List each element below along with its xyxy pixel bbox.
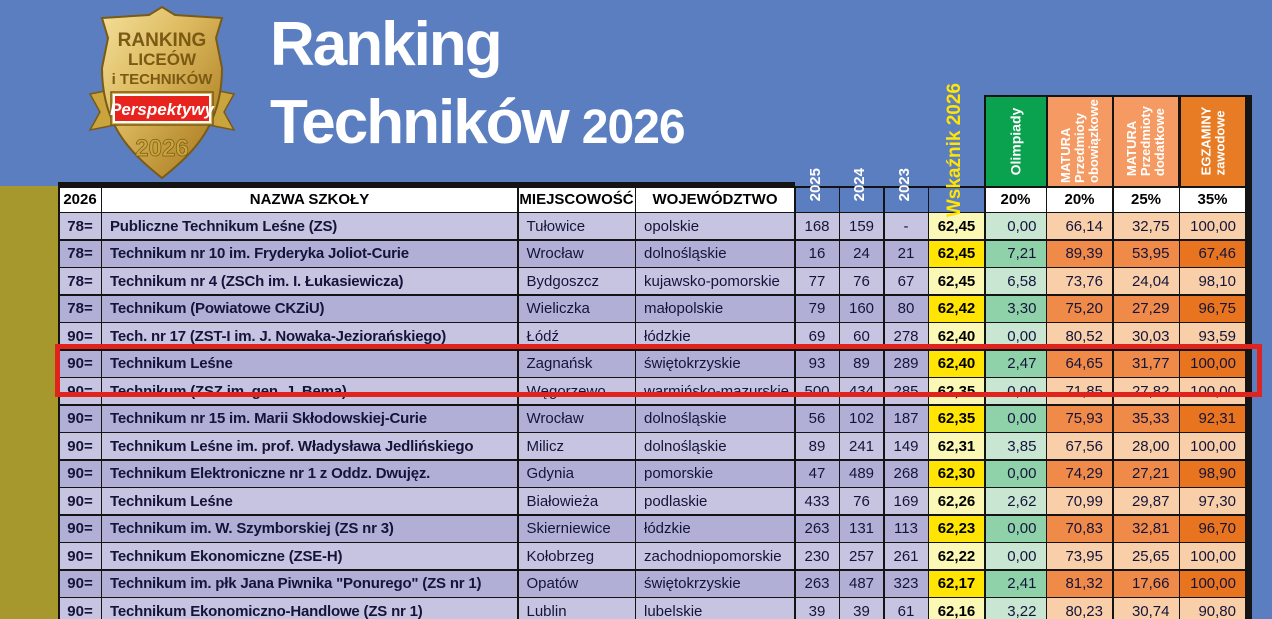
year-column-label-2024: 2024 — [851, 168, 868, 202]
school-name-cell: Technikum Leśne — [102, 351, 517, 377]
vocational-exams-cell: 90,80 — [1180, 598, 1245, 619]
vocational-exams-cell: 96,75 — [1180, 296, 1245, 322]
rank-2025-cell: 433 — [796, 488, 839, 514]
olympiads-cell: 3,30 — [986, 296, 1046, 322]
vocational-exams-cell: 100,00 — [1180, 433, 1245, 459]
olympiads-cell: 0,00 — [986, 406, 1046, 432]
city-cell: Białowieża — [519, 488, 635, 514]
rank-2023-cell: 67 — [885, 268, 928, 294]
rank-2025-cell: 47 — [796, 461, 839, 487]
rank-2023-cell: 261 — [885, 543, 928, 569]
matura-required-cell: 80,23 — [1047, 598, 1112, 619]
vocational-exams-cell: 97,30 — [1180, 488, 1245, 514]
weight-olympiads: 20% — [986, 188, 1046, 212]
school-name-cell: Technikum Ekonomiczno-Handlowe (ZS nr 1) — [102, 598, 517, 619]
rank-2023-cell: 323 — [885, 571, 928, 597]
rank-2024-cell: 76 — [840, 268, 883, 294]
voivodeship-column-header: WOJEWÓDZTWO — [636, 188, 794, 212]
rank-2023-cell: 289 — [885, 351, 928, 377]
indicator-cell: 62,40 — [929, 323, 984, 349]
indicator-cell: 62,31 — [929, 433, 984, 459]
school-name-cell: Technikum nr 4 (ZSCh im. I. Łukasiewicza) — [102, 268, 517, 294]
vocational-exams-cell: 100,00 — [1180, 543, 1245, 569]
rank-2025-cell: 69 — [796, 323, 839, 349]
perspektywy-badge — [84, 4, 240, 186]
matura-additional-cell: 31,77 — [1114, 351, 1179, 377]
voivodeship-cell: opolskie — [636, 213, 794, 239]
city-cell: Wieliczka — [519, 296, 635, 322]
indicator-cell: 62,35 — [929, 378, 984, 404]
voivodeship-cell: pomorskie — [636, 461, 794, 487]
title-line2 — [270, 84, 685, 167]
rank-2023-cell: 149 — [885, 433, 928, 459]
vocational-exams-cell: 98,90 — [1180, 461, 1245, 487]
matura-additional-cell: 25,65 — [1114, 543, 1179, 569]
olympiads-cell: 0,00 — [986, 543, 1046, 569]
rank-column-header: 2026 — [60, 188, 101, 212]
rank-2025-cell: 39 — [796, 598, 839, 619]
school-name-cell: Tech. nr 17 (ZST-I im. J. Nowaka-Jeziorańskiego) — [102, 323, 517, 349]
voivodeship-cell: warmińsko-mazurskie — [636, 378, 794, 404]
school-name-cell: Technikum nr 10 im. Fryderyka Joliot-Curie — [102, 241, 517, 267]
indicator-column-label: Wskaźnik 2026 — [944, 83, 965, 218]
matura-required-cell: 75,93 — [1047, 406, 1112, 432]
matura-required-cell: 67,56 — [1047, 433, 1112, 459]
school-name-cell: Technikum im. płk Jana Piwnika "Ponurego" (ZS nr 1) — [102, 571, 517, 597]
city-cell: Wrocław — [519, 406, 635, 432]
indicator-cell: 62,30 — [929, 461, 984, 487]
rank-cell: 90= — [60, 433, 101, 459]
indicator-cell: 62,26 — [929, 488, 984, 514]
title-line2-text: Techników — [270, 88, 568, 157]
criterion-matura-additional-line1: MATURA — [1123, 121, 1139, 177]
criterion-header-matura-required — [1046, 95, 1114, 188]
olympiads-cell: 7,21 — [986, 241, 1046, 267]
city-cell: Łódź — [519, 323, 635, 349]
school-name-cell: Technikum Ekonomiczne (ZSE-H) — [102, 543, 517, 569]
vocational-exams-cell: 100,00 — [1180, 351, 1245, 377]
rank-2024-cell: 159 — [840, 213, 883, 239]
rank-cell: 90= — [60, 323, 101, 349]
criterion-matura-required-line2: Przedmioty — [1071, 113, 1087, 184]
matura-required-cell: 75,20 — [1047, 296, 1112, 322]
rank-2025-cell: 89 — [796, 433, 839, 459]
voivodeship-cell: małopolskie — [636, 296, 794, 322]
matura-additional-cell: 28,00 — [1114, 433, 1179, 459]
matura-required-cell: 89,39 — [1047, 241, 1112, 267]
olympiads-cell: 0,00 — [986, 213, 1046, 239]
criterion-olympiads-line1: Olimpiady — [1007, 107, 1024, 176]
rank-2025-cell: 77 — [796, 268, 839, 294]
matura-required-cell: 73,76 — [1047, 268, 1112, 294]
olympiads-cell: 2,47 — [986, 351, 1046, 377]
rank-cell: 78= — [60, 268, 101, 294]
rank-cell: 90= — [60, 598, 101, 619]
rank-2024-cell: 434 — [840, 378, 883, 404]
criterion-matura-additional-line3: dodatkowe — [1152, 108, 1168, 177]
rank-2023-cell: 268 — [885, 461, 928, 487]
rank-2025-cell: 56 — [796, 406, 839, 432]
year-column-label-2023: 2023 — [896, 168, 913, 202]
badge-line3: i TECHNIKÓW — [111, 71, 213, 88]
vocational-exams-cell: 93,59 — [1180, 323, 1245, 349]
year-column-label-2025: 2025 — [807, 168, 824, 202]
olympiads-cell: 0,00 — [986, 516, 1046, 542]
voivodeship-cell: łódzkie — [636, 323, 794, 349]
rank-2025-cell: 168 — [796, 213, 839, 239]
indicator-cell: 62,16 — [929, 598, 984, 619]
vocational-exams-cell: 100,00 — [1180, 213, 1245, 239]
rank-2023-cell: 169 — [885, 488, 928, 514]
voivodeship-cell: podlaskie — [636, 488, 794, 514]
olympiads-cell: 2,41 — [986, 571, 1046, 597]
voivodeship-cell: łódzkie — [636, 516, 794, 542]
school-name-cell: Technikum Elektroniczne nr 1 z Oddz. Dwujęz. — [102, 461, 517, 487]
badge-brand: Perspektywy — [110, 100, 214, 119]
school-name-cell: Technikum nr 15 im. Marii Skłodowskiej-Curie — [102, 406, 517, 432]
matura-additional-cell: 35,33 — [1114, 406, 1179, 432]
matura-additional-cell: 30,74 — [1114, 598, 1179, 619]
rank-2024-cell: 489 — [840, 461, 883, 487]
badge-line2: LICEÓW — [128, 50, 196, 69]
rank-2023-cell: 113 — [885, 516, 928, 542]
criterion-header-matura-additional — [1112, 95, 1180, 188]
school-name-cell: Technikum Leśne im. prof. Władysława Jedlińskiego — [102, 433, 517, 459]
matura-additional-cell: 27,82 — [1114, 378, 1179, 404]
matura-required-cell: 70,99 — [1047, 488, 1112, 514]
voivodeship-cell: zachodniopomorskie — [636, 543, 794, 569]
rank-2023-cell: 285 — [885, 378, 928, 404]
rank-2023-cell: 187 — [885, 406, 928, 432]
rank-2024-cell: 241 — [840, 433, 883, 459]
matura-additional-cell: 30,03 — [1114, 323, 1179, 349]
table-top-border — [58, 182, 795, 187]
rank-2024-cell: 76 — [840, 488, 883, 514]
voivodeship-cell: dolnośląskie — [636, 433, 794, 459]
school-name-cell: Technikum (ZSZ im. gen. J. Bema) — [102, 378, 517, 404]
rank-2024-cell: 89 — [840, 351, 883, 377]
vocational-exams-cell: 100,00 — [1180, 571, 1245, 597]
olympiads-cell: 3,22 — [986, 598, 1046, 619]
indicator-cell: 62,42 — [929, 296, 984, 322]
criterion-matura-required-line1: MATURA — [1057, 128, 1073, 184]
rank-cell: 90= — [60, 488, 101, 514]
rank-2025-cell: 93 — [796, 351, 839, 377]
matura-required-cell: 81,32 — [1047, 571, 1112, 597]
rank-2024-cell: 131 — [840, 516, 883, 542]
criterion-vocational-line2: zawodowe — [1212, 110, 1227, 176]
rank-2023-cell: 80 — [885, 296, 928, 322]
school-name-cell: Technikum (Powiatowe CKZiU) — [102, 296, 517, 322]
rank-cell: 90= — [60, 571, 101, 597]
ranking-table — [58, 186, 1247, 619]
city-cell: Bydgoszcz — [519, 268, 635, 294]
matura-additional-cell: 32,75 — [1114, 213, 1179, 239]
rank-cell: 90= — [60, 516, 101, 542]
rank-cell: 78= — [60, 296, 101, 322]
matura-required-cell: 64,65 — [1047, 351, 1112, 377]
rank-cell: 90= — [60, 351, 101, 377]
rank-2023-cell: 21 — [885, 241, 928, 267]
indicator-cell: 62,40 — [929, 351, 984, 377]
rank-cell: 90= — [60, 461, 101, 487]
matura-additional-cell: 29,87 — [1114, 488, 1179, 514]
city-column-header: MIEJSCOWOŚĆ — [519, 188, 635, 212]
indicator-cell: 62,17 — [929, 571, 984, 597]
matura-additional-cell: 53,95 — [1114, 241, 1179, 267]
page-title — [270, 6, 685, 167]
olympiads-cell: 6,58 — [986, 268, 1046, 294]
rank-cell: 78= — [60, 213, 101, 239]
indicator-cell: 62,35 — [929, 406, 984, 432]
school-name-cell: Technikum im. W. Szymborskiej (ZS nr 3) — [102, 516, 517, 542]
rank-2024-cell: 24 — [840, 241, 883, 267]
left-olive-strip — [0, 186, 58, 619]
rank-2025-cell: 263 — [796, 516, 839, 542]
olympiads-cell: 0,00 — [986, 461, 1046, 487]
badge-shield-icon — [84, 4, 240, 186]
matura-additional-cell: 27,21 — [1114, 461, 1179, 487]
matura-required-cell: 70,83 — [1047, 516, 1112, 542]
city-cell: Kołobrzeg — [519, 543, 635, 569]
rank-cell: 90= — [60, 378, 101, 404]
weight-vocational: 35% — [1180, 188, 1245, 212]
city-cell: Zagnańsk — [519, 351, 635, 377]
title-year: 2026 — [581, 101, 685, 154]
title-line1: Ranking — [270, 10, 501, 79]
vocational-exams-cell: 98,10 — [1180, 268, 1245, 294]
indicator-cell: 62,22 — [929, 543, 984, 569]
indicator-cell: 62,45 — [929, 241, 984, 267]
criterion-vocational-line1: EGZAMINY — [1197, 107, 1213, 176]
voivodeship-cell: dolnośląskie — [636, 406, 794, 432]
voivodeship-cell: lubelskie — [636, 598, 794, 619]
school-name-column-header: NAZWA SZKOŁY — [102, 188, 517, 212]
indicator-cell: 62,23 — [929, 516, 984, 542]
olympiads-cell: 0,00 — [986, 323, 1046, 349]
voivodeship-cell: dolnośląskie — [636, 241, 794, 267]
badge-year: 2026 — [135, 135, 189, 162]
matura-additional-cell: 27,29 — [1114, 296, 1179, 322]
city-cell: Milicz — [519, 433, 635, 459]
matura-required-cell: 66,14 — [1047, 213, 1112, 239]
school-name-cell: Technikum Leśne — [102, 488, 517, 514]
indicator-cell: 62,45 — [929, 213, 984, 239]
rank-2024-cell: 487 — [840, 571, 883, 597]
vocational-exams-cell: 67,46 — [1180, 241, 1245, 267]
matura-required-cell: 73,95 — [1047, 543, 1112, 569]
rank-2025-cell: 16 — [796, 241, 839, 267]
rank-2025-cell: 79 — [796, 296, 839, 322]
table-right-border — [1246, 95, 1252, 619]
criterion-header-olympiads — [984, 95, 1048, 188]
city-cell: Wrocław — [519, 241, 635, 267]
city-cell: Gdynia — [519, 461, 635, 487]
rank-cell: 90= — [60, 406, 101, 432]
rank-2023-cell: 61 — [885, 598, 928, 619]
weight-matura-required: 20% — [1047, 188, 1112, 212]
olympiads-cell: 3,85 — [986, 433, 1046, 459]
matura-additional-cell: 24,04 — [1114, 268, 1179, 294]
rank-2024-cell: 102 — [840, 406, 883, 432]
matura-additional-cell: 17,66 — [1114, 571, 1179, 597]
matura-required-cell: 80,52 — [1047, 323, 1112, 349]
rank-2025-cell: 500 — [796, 378, 839, 404]
criterion-matura-additional-line2: Przedmioty — [1137, 106, 1153, 177]
rank-2023-cell: - — [885, 213, 928, 239]
voivodeship-cell: świętokrzyskie — [636, 571, 794, 597]
rank-2024-cell: 39 — [840, 598, 883, 619]
olympiads-cell: 2,62 — [986, 488, 1046, 514]
city-cell: Lublin — [519, 598, 635, 619]
rank-2024-cell: 160 — [840, 296, 883, 322]
matura-additional-cell: 32,81 — [1114, 516, 1179, 542]
voivodeship-cell: świętokrzyskie — [636, 351, 794, 377]
city-cell: Węgorzewo — [519, 378, 635, 404]
vocational-exams-cell: 92,31 — [1180, 406, 1245, 432]
olympiads-cell: 0,00 — [986, 378, 1046, 404]
school-name-cell: Publiczne Technikum Leśne (ZS) — [102, 213, 517, 239]
rank-2024-cell: 257 — [840, 543, 883, 569]
criterion-header-vocational-exams — [1179, 95, 1247, 188]
matura-required-cell: 74,29 — [1047, 461, 1112, 487]
rank-2024-cell: 60 — [840, 323, 883, 349]
vocational-exams-cell: 96,70 — [1180, 516, 1245, 542]
matura-required-cell: 71,85 — [1047, 378, 1112, 404]
criterion-matura-required-line3: obowiązkowe — [1086, 99, 1102, 184]
rank-2025-cell: 263 — [796, 571, 839, 597]
rank-cell: 90= — [60, 543, 101, 569]
voivodeship-cell: kujawsko-pomorskie — [636, 268, 794, 294]
vocational-exams-cell: 100,00 — [1180, 378, 1245, 404]
badge-line1: RANKING — [117, 30, 207, 51]
weight-matura-additional: 25% — [1114, 188, 1179, 212]
city-cell: Skierniewice — [519, 516, 635, 542]
indicator-cell: 62,45 — [929, 268, 984, 294]
rank-2023-cell: 278 — [885, 323, 928, 349]
rank-2025-cell: 230 — [796, 543, 839, 569]
city-cell: Opatów — [519, 571, 635, 597]
city-cell: Tułowice — [519, 213, 635, 239]
rank-cell: 78= — [60, 241, 101, 267]
